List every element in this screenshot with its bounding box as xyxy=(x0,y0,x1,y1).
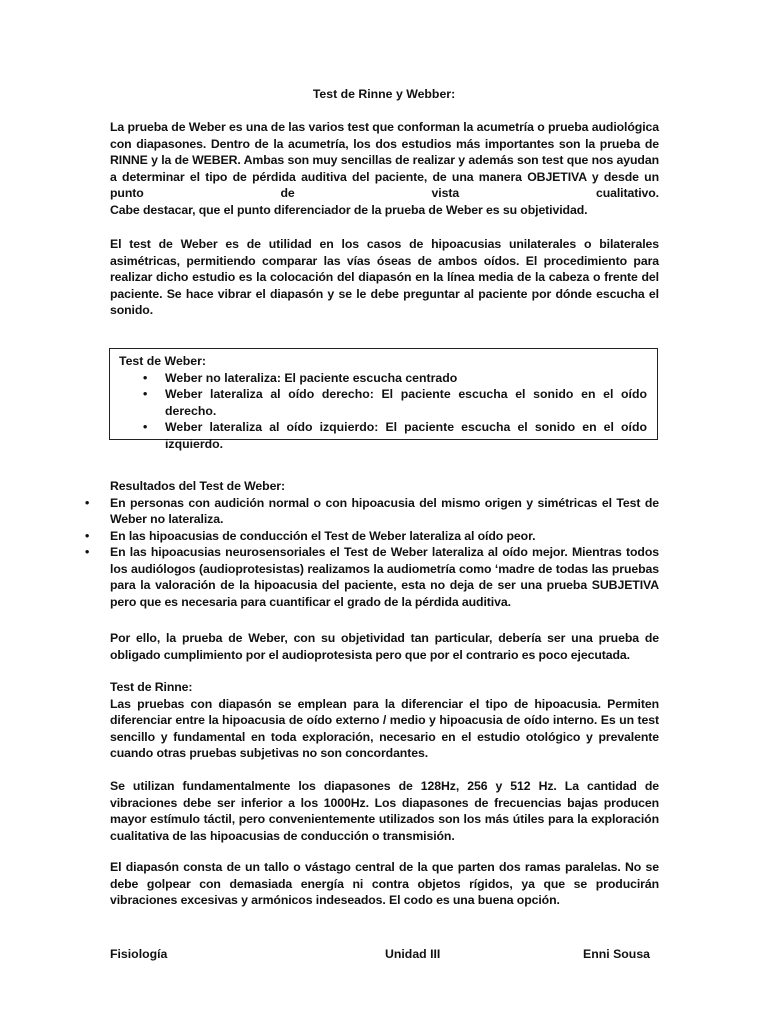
intro-paragraph-2-text: El test de Weber es de utilidad en los casos de hipoacusias unilaterales o bilaterales asimétricas, permitiendo comparar las vías óseas de ambos oídos. El procedimiento para realizar dicho estudio es la colocación del diapasón en la línea media de la cabeza o frente del paciente. Se hace vibrar el diapasón y se le debe preguntar al paciente por dónde escucha el sonido. xyxy=(110,237,659,317)
bullet-icon: • xyxy=(85,495,90,510)
bullet-icon: • xyxy=(143,420,148,434)
weber-summary-box xyxy=(109,348,658,451)
tuning-fork-frequencies-text: Se utilizan fundamentalmente los diapasones de 128Hz, 256 y 512 Hz. La cantidad de vibraciones debe ser inferior a los 1000Hz. Los diapasones de frecuencias bajas producen mayor estímulo táctil, pero convenientemente utilizados son los más útiles para la exploración cualitativa de las hipoacusias de conducción o transmisión. xyxy=(110,779,659,843)
rinne-text: Las pruebas con diapasón se emplean para la diferenciar el tipo de hipoacusia. Permiten diferenciar entre la hipoacusia de oído externo / medio y hipoacusia de oído interno. Es un test sencillo y fundamental en toda exploración, necesario en el estudio otológico y prevalente cuando otras pruebas subjetivas no son concordantes. xyxy=(110,696,659,760)
list-item-text: Weber lateraliza al oído derecho: El paciente escucha el sonido en el oído derecho. xyxy=(165,387,647,418)
intro-paragraph-1-text: La prueba de Weber es una de las varios test que conforman la acumetría o prueba audiológica con diapasones. Dentro de la acumetría, los dos estudios más importantes son la prueba de RINNE y la de WEBER. Ambas son muy sencillas de realizar y además son test que nos ayudan a determinar el tipo de pérdida auditiva del paciente, de una manera OBJETIVA y desde un punto de vista cualitativo. xyxy=(110,120,659,200)
list-item xyxy=(119,370,647,387)
list-item xyxy=(119,419,647,452)
rinne-section xyxy=(110,679,659,762)
weber-conclusion-paragraph xyxy=(110,630,659,663)
intro-paragraph-1 xyxy=(110,119,659,218)
list-item xyxy=(85,528,659,545)
list-item-text: Weber no lateraliza: El paciente escucha centrado xyxy=(165,370,458,385)
intro-paragraph-1-text-2: Cabe destacar, que el punto diferenciador de la prueba de Weber es su objetividad. xyxy=(110,202,588,217)
page-footer xyxy=(110,946,650,964)
list-item xyxy=(85,495,659,528)
weber-results-section xyxy=(85,478,659,610)
list-item-text: En personas con audición normal o con hipoacusia del mismo origen y simétricas el Test de Weber no lateraliza. xyxy=(110,495,659,526)
weber-results-list xyxy=(85,495,659,611)
bullet-icon: • xyxy=(143,387,148,401)
list-item-text: En las hipoacusias de conducción el Test de Weber lateraliza al oído peor. xyxy=(110,528,536,543)
list-item xyxy=(85,544,659,610)
bullet-icon: • xyxy=(143,370,148,385)
bullet-icon: • xyxy=(85,545,90,559)
intro-paragraph-2 xyxy=(110,236,659,319)
weber-results-title: Resultados del Test de Weber: xyxy=(110,479,285,493)
bullet-icon: • xyxy=(85,528,90,543)
weber-box-list xyxy=(119,370,647,453)
tuning-fork-description-text: El diapasón consta de un tallo o vástago central de la que parten dos ramas paralelas. No se debe golpear con demasiada energía ni contra objetos rígidos, ya que se producirán vibraciones excesivas y armónicos indeseados. El codo es una buena opción. xyxy=(110,860,659,907)
weber-box-title: Test de Weber: xyxy=(119,354,207,368)
footer-author: Enni Sousa xyxy=(583,947,650,961)
weber-conclusion-text: Por ello, la prueba de Weber, con su objetividad tan particular, debería ser una prueba de obligado cumplimiento por el audioprotesista pero que por el contrario es poco ejecutada. xyxy=(110,631,659,662)
tuning-fork-description-paragraph xyxy=(110,859,659,909)
list-item-text: Weber lateraliza al oído izquierdo: El paciente escucha el sonido en el oído izquierdo. xyxy=(165,420,647,451)
document-title: Test de Rinne y Webber: xyxy=(312,87,456,101)
footer-unit: Unidad III xyxy=(385,947,441,961)
list-item xyxy=(119,386,647,419)
tuning-fork-frequencies-paragraph xyxy=(110,778,659,844)
list-item-text: En las hipoacusias neurosensoriales el Test de Weber lateraliza al oído mejor. Mientras todos los audiólogos (audioprotesistas) realizamos la audiometría como ‘madre de todas las pruebas para la valoración de la hipoacusia del paciente, esta no deja de ser una prueba SUBJETIVA pero que es necesaria para cuantificar el grado de la pérdida auditiva. xyxy=(110,545,659,609)
rinne-title: Test de Rinne: xyxy=(110,680,193,694)
footer-subject: Fisiología xyxy=(110,947,168,961)
